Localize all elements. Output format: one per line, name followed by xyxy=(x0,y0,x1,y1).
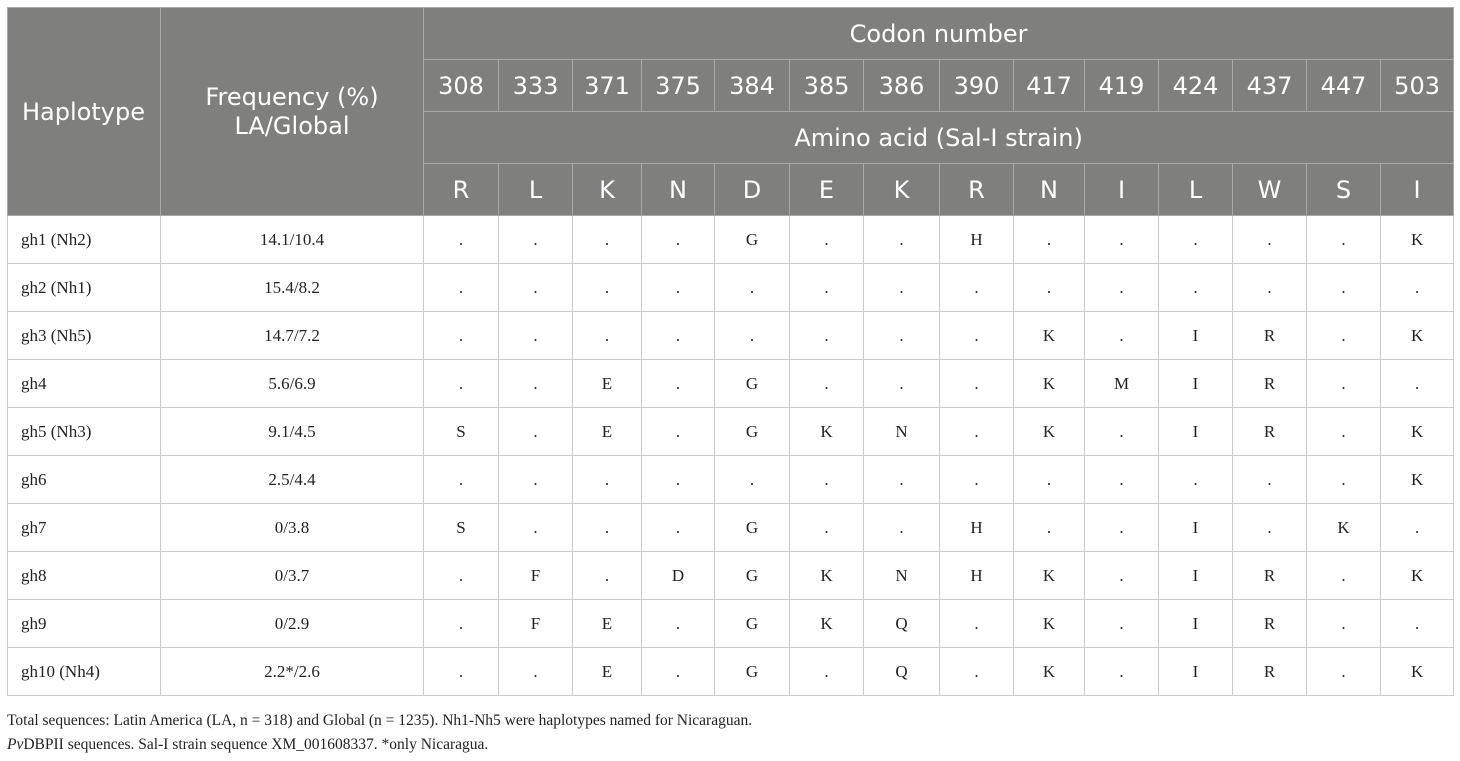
residue-cell: S xyxy=(424,504,499,552)
frequency-cell: 0/2.9 xyxy=(161,600,424,648)
residue-cell: R xyxy=(1233,360,1307,408)
haplotype-header: Haplotype xyxy=(8,8,161,216)
reference-residue-cell: W xyxy=(1233,164,1307,216)
residue-cell: I xyxy=(1159,312,1233,360)
frequency-cell: 0/3.7 xyxy=(161,552,424,600)
residue-cell: . xyxy=(642,504,715,552)
residue-cell: . xyxy=(1233,504,1307,552)
residue-cell: . xyxy=(1233,456,1307,504)
residue-cell: H xyxy=(940,552,1014,600)
residue-cell: K xyxy=(1381,552,1454,600)
residue-cell: I xyxy=(1159,504,1233,552)
residue-cell: . xyxy=(499,408,573,456)
haplotype-cell: gh10 (Nh4) xyxy=(8,648,161,696)
residue-cell: . xyxy=(642,264,715,312)
reference-residue-cell: K xyxy=(864,164,940,216)
reference-residue-cell: E xyxy=(790,164,864,216)
residue-cell: . xyxy=(1085,456,1159,504)
residue-cell: N xyxy=(864,408,940,456)
codon-header-cell: 390 xyxy=(940,60,1014,112)
footnote-species-prefix: Pv xyxy=(7,736,24,753)
residue-cell: . xyxy=(1307,600,1381,648)
table-row xyxy=(8,408,1454,456)
residue-cell: . xyxy=(940,600,1014,648)
residue-cell: . xyxy=(790,216,864,264)
residue-cell: K xyxy=(790,408,864,456)
codon-header-cell: 385 xyxy=(790,60,864,112)
residue-cell: . xyxy=(1159,216,1233,264)
reference-residue-cell: N xyxy=(642,164,715,216)
residue-cell: M xyxy=(1085,360,1159,408)
residue-cell: . xyxy=(499,216,573,264)
haplotype-cell: gh9 xyxy=(8,600,161,648)
table-row xyxy=(8,552,1454,600)
haplotype-table xyxy=(7,7,1454,696)
residue-cell: . xyxy=(790,264,864,312)
residue-cell: . xyxy=(642,312,715,360)
frequency-cell: 14.7/7.2 xyxy=(161,312,424,360)
residue-cell: K xyxy=(790,552,864,600)
residue-cell: . xyxy=(864,360,940,408)
haplotype-cell: gh6 xyxy=(8,456,161,504)
residue-cell: K xyxy=(1307,504,1381,552)
residue-cell: . xyxy=(1233,216,1307,264)
residue-cell: K xyxy=(1014,600,1085,648)
residue-cell: I xyxy=(1159,648,1233,696)
residue-cell: . xyxy=(1307,552,1381,600)
codon-header-cell: 503 xyxy=(1381,60,1454,112)
reference-residue-cell: I xyxy=(1085,164,1159,216)
residue-cell: I xyxy=(1159,408,1233,456)
residue-cell: R xyxy=(1233,552,1307,600)
codon-header-cell: 384 xyxy=(715,60,790,112)
residue-cell: . xyxy=(573,456,642,504)
table-row xyxy=(8,216,1454,264)
residue-cell: . xyxy=(573,504,642,552)
residue-cell: K xyxy=(1014,312,1085,360)
frequency-cell: 5.6/6.9 xyxy=(161,360,424,408)
haplotype-cell: gh5 (Nh3) xyxy=(8,408,161,456)
table-body xyxy=(8,216,1454,696)
amino-acid-header: Amino acid (Sal-I strain) xyxy=(424,112,1454,164)
residue-cell: H xyxy=(940,216,1014,264)
table-row xyxy=(8,456,1454,504)
residue-cell: Q xyxy=(864,600,940,648)
codon-header-cell: 375 xyxy=(642,60,715,112)
frequency-header-line1: Frequency (%) xyxy=(205,82,379,111)
haplotype-cell: gh2 (Nh1) xyxy=(8,264,161,312)
residue-cell: . xyxy=(1381,360,1454,408)
codon-header-cell: 417 xyxy=(1014,60,1085,112)
residue-cell: K xyxy=(1014,552,1085,600)
residue-cell: . xyxy=(790,648,864,696)
reference-residue-cell: K xyxy=(573,164,642,216)
codon-number-header: Codon number xyxy=(424,8,1454,60)
table-header xyxy=(8,8,1454,216)
residue-cell: . xyxy=(1307,648,1381,696)
residue-cell: K xyxy=(1381,648,1454,696)
footnote-line-2 xyxy=(7,733,752,757)
residue-cell: . xyxy=(1381,600,1454,648)
residue-cell: . xyxy=(1085,216,1159,264)
codon-header-cell: 437 xyxy=(1233,60,1307,112)
codon-header-cell: 447 xyxy=(1307,60,1381,112)
residue-cell: . xyxy=(424,552,499,600)
frequency-header xyxy=(161,8,424,216)
residue-cell: . xyxy=(499,360,573,408)
haplotype-cell: gh1 (Nh2) xyxy=(8,216,161,264)
residue-cell: . xyxy=(1085,648,1159,696)
header-row-codon-group xyxy=(8,8,1454,60)
residue-cell: K xyxy=(1381,312,1454,360)
residue-cell: . xyxy=(424,600,499,648)
residue-cell: K xyxy=(1381,456,1454,504)
residue-cell: K xyxy=(1014,360,1085,408)
residue-cell: . xyxy=(1307,408,1381,456)
residue-cell: . xyxy=(790,456,864,504)
table-row xyxy=(8,264,1454,312)
table-row xyxy=(8,504,1454,552)
residue-cell: K xyxy=(790,600,864,648)
table-row xyxy=(8,312,1454,360)
residue-cell: . xyxy=(424,360,499,408)
residue-cell: I xyxy=(1159,360,1233,408)
residue-cell: . xyxy=(790,312,864,360)
frequency-cell: 2.5/4.4 xyxy=(161,456,424,504)
residue-cell: . xyxy=(1381,264,1454,312)
residue-cell: G xyxy=(715,600,790,648)
residue-cell: . xyxy=(940,264,1014,312)
residue-cell: . xyxy=(940,648,1014,696)
frequency-cell: 2.2*/2.6 xyxy=(161,648,424,696)
residue-cell: . xyxy=(940,360,1014,408)
residue-cell: . xyxy=(1307,216,1381,264)
residue-cell: . xyxy=(424,312,499,360)
residue-cell: R xyxy=(1233,600,1307,648)
residue-cell: . xyxy=(715,312,790,360)
frequency-header-line2: LA/Global xyxy=(234,111,350,140)
residue-cell: K xyxy=(1014,408,1085,456)
residue-cell: . xyxy=(864,264,940,312)
residue-cell: E xyxy=(573,600,642,648)
residue-cell: . xyxy=(499,504,573,552)
frequency-cell: 0/3.8 xyxy=(161,504,424,552)
residue-cell: . xyxy=(573,216,642,264)
reference-residue-cell: N xyxy=(1014,164,1085,216)
codon-header-cell: 386 xyxy=(864,60,940,112)
codon-header-cell: 333 xyxy=(499,60,573,112)
residue-cell: . xyxy=(573,264,642,312)
residue-cell: . xyxy=(1307,312,1381,360)
reference-residue-cell: R xyxy=(424,164,499,216)
residue-cell: . xyxy=(573,312,642,360)
residue-cell: . xyxy=(864,312,940,360)
reference-residue-cell: I xyxy=(1381,164,1454,216)
residue-cell: . xyxy=(864,216,940,264)
table-row xyxy=(8,360,1454,408)
residue-cell: E xyxy=(573,648,642,696)
reference-residue-cell: L xyxy=(499,164,573,216)
codon-header-cell: 371 xyxy=(573,60,642,112)
residue-cell: . xyxy=(940,408,1014,456)
residue-cell: . xyxy=(499,312,573,360)
residue-cell: . xyxy=(642,648,715,696)
residue-cell: G xyxy=(715,648,790,696)
table-row xyxy=(8,648,1454,696)
residue-cell: Q xyxy=(864,648,940,696)
residue-cell: . xyxy=(1085,408,1159,456)
residue-cell: . xyxy=(1159,456,1233,504)
residue-cell: . xyxy=(790,504,864,552)
reference-residue-cell: L xyxy=(1159,164,1233,216)
residue-cell: K xyxy=(1381,408,1454,456)
frequency-cell: 14.1/10.4 xyxy=(161,216,424,264)
residue-cell: . xyxy=(1014,504,1085,552)
residue-cell: . xyxy=(499,648,573,696)
residue-cell: . xyxy=(1014,264,1085,312)
residue-cell: F xyxy=(499,552,573,600)
residue-cell: G xyxy=(715,216,790,264)
residue-cell: N xyxy=(864,552,940,600)
residue-cell: . xyxy=(715,264,790,312)
residue-cell: . xyxy=(642,456,715,504)
residue-cell: . xyxy=(1307,360,1381,408)
residue-cell: R xyxy=(1233,648,1307,696)
residue-cell: . xyxy=(499,264,573,312)
residue-cell: . xyxy=(424,216,499,264)
residue-cell: D xyxy=(642,552,715,600)
residue-cell: E xyxy=(573,408,642,456)
residue-cell: . xyxy=(1307,264,1381,312)
residue-cell: . xyxy=(940,312,1014,360)
residue-cell: . xyxy=(1014,456,1085,504)
residue-cell: . xyxy=(1233,264,1307,312)
residue-cell: R xyxy=(1233,408,1307,456)
residue-cell: . xyxy=(1159,264,1233,312)
residue-cell: . xyxy=(1085,312,1159,360)
residue-cell: S xyxy=(424,408,499,456)
residue-cell: . xyxy=(1085,264,1159,312)
residue-cell: . xyxy=(1085,504,1159,552)
residue-cell: . xyxy=(715,456,790,504)
reference-residue-cell: R xyxy=(940,164,1014,216)
residue-cell: G xyxy=(715,408,790,456)
residue-cell: . xyxy=(940,456,1014,504)
residue-cell: . xyxy=(642,360,715,408)
residue-cell: . xyxy=(424,456,499,504)
residue-cell: . xyxy=(790,360,864,408)
residue-cell: . xyxy=(1085,552,1159,600)
residue-cell: . xyxy=(864,456,940,504)
reference-residue-cell: S xyxy=(1307,164,1381,216)
residue-cell: . xyxy=(1014,216,1085,264)
residue-cell: K xyxy=(1381,216,1454,264)
codon-header-cell: 424 xyxy=(1159,60,1233,112)
frequency-cell: 15.4/8.2 xyxy=(161,264,424,312)
haplotype-cell: gh3 (Nh5) xyxy=(8,312,161,360)
table-row xyxy=(8,600,1454,648)
residue-cell: . xyxy=(573,552,642,600)
residue-cell: . xyxy=(1381,504,1454,552)
residue-cell: . xyxy=(864,504,940,552)
footnote-line-2-text: DBPII sequences. Sal-I strain sequence XM_001608337. *only Nicaragua. xyxy=(23,736,489,753)
haplotype-cell: gh8 xyxy=(8,552,161,600)
reference-residue-cell: D xyxy=(715,164,790,216)
residue-cell: I xyxy=(1159,600,1233,648)
residue-cell: G xyxy=(715,360,790,408)
residue-cell: G xyxy=(715,504,790,552)
residue-cell: . xyxy=(1307,456,1381,504)
residue-cell: . xyxy=(424,264,499,312)
residue-cell: I xyxy=(1159,552,1233,600)
residue-cell: R xyxy=(1233,312,1307,360)
residue-cell: F xyxy=(499,600,573,648)
codon-header-cell: 419 xyxy=(1085,60,1159,112)
haplotype-cell: gh7 xyxy=(8,504,161,552)
residue-cell: . xyxy=(642,216,715,264)
residue-cell: . xyxy=(424,648,499,696)
residue-cell: . xyxy=(1085,600,1159,648)
residue-cell: H xyxy=(940,504,1014,552)
residue-cell: . xyxy=(642,408,715,456)
residue-cell: . xyxy=(642,600,715,648)
residue-cell: . xyxy=(499,456,573,504)
residue-cell: E xyxy=(573,360,642,408)
codon-header-cell: 308 xyxy=(424,60,499,112)
frequency-cell: 9.1/4.5 xyxy=(161,408,424,456)
footnote-line-1: Total sequences: Latin America (LA, n = 318) and Global (n = 1235). Nh1-Nh5 were haplotypes named for Nicaraguan. xyxy=(7,712,753,729)
table-footnote xyxy=(7,709,752,757)
residue-cell: G xyxy=(715,552,790,600)
residue-cell: K xyxy=(1014,648,1085,696)
haplotype-cell: gh4 xyxy=(8,360,161,408)
